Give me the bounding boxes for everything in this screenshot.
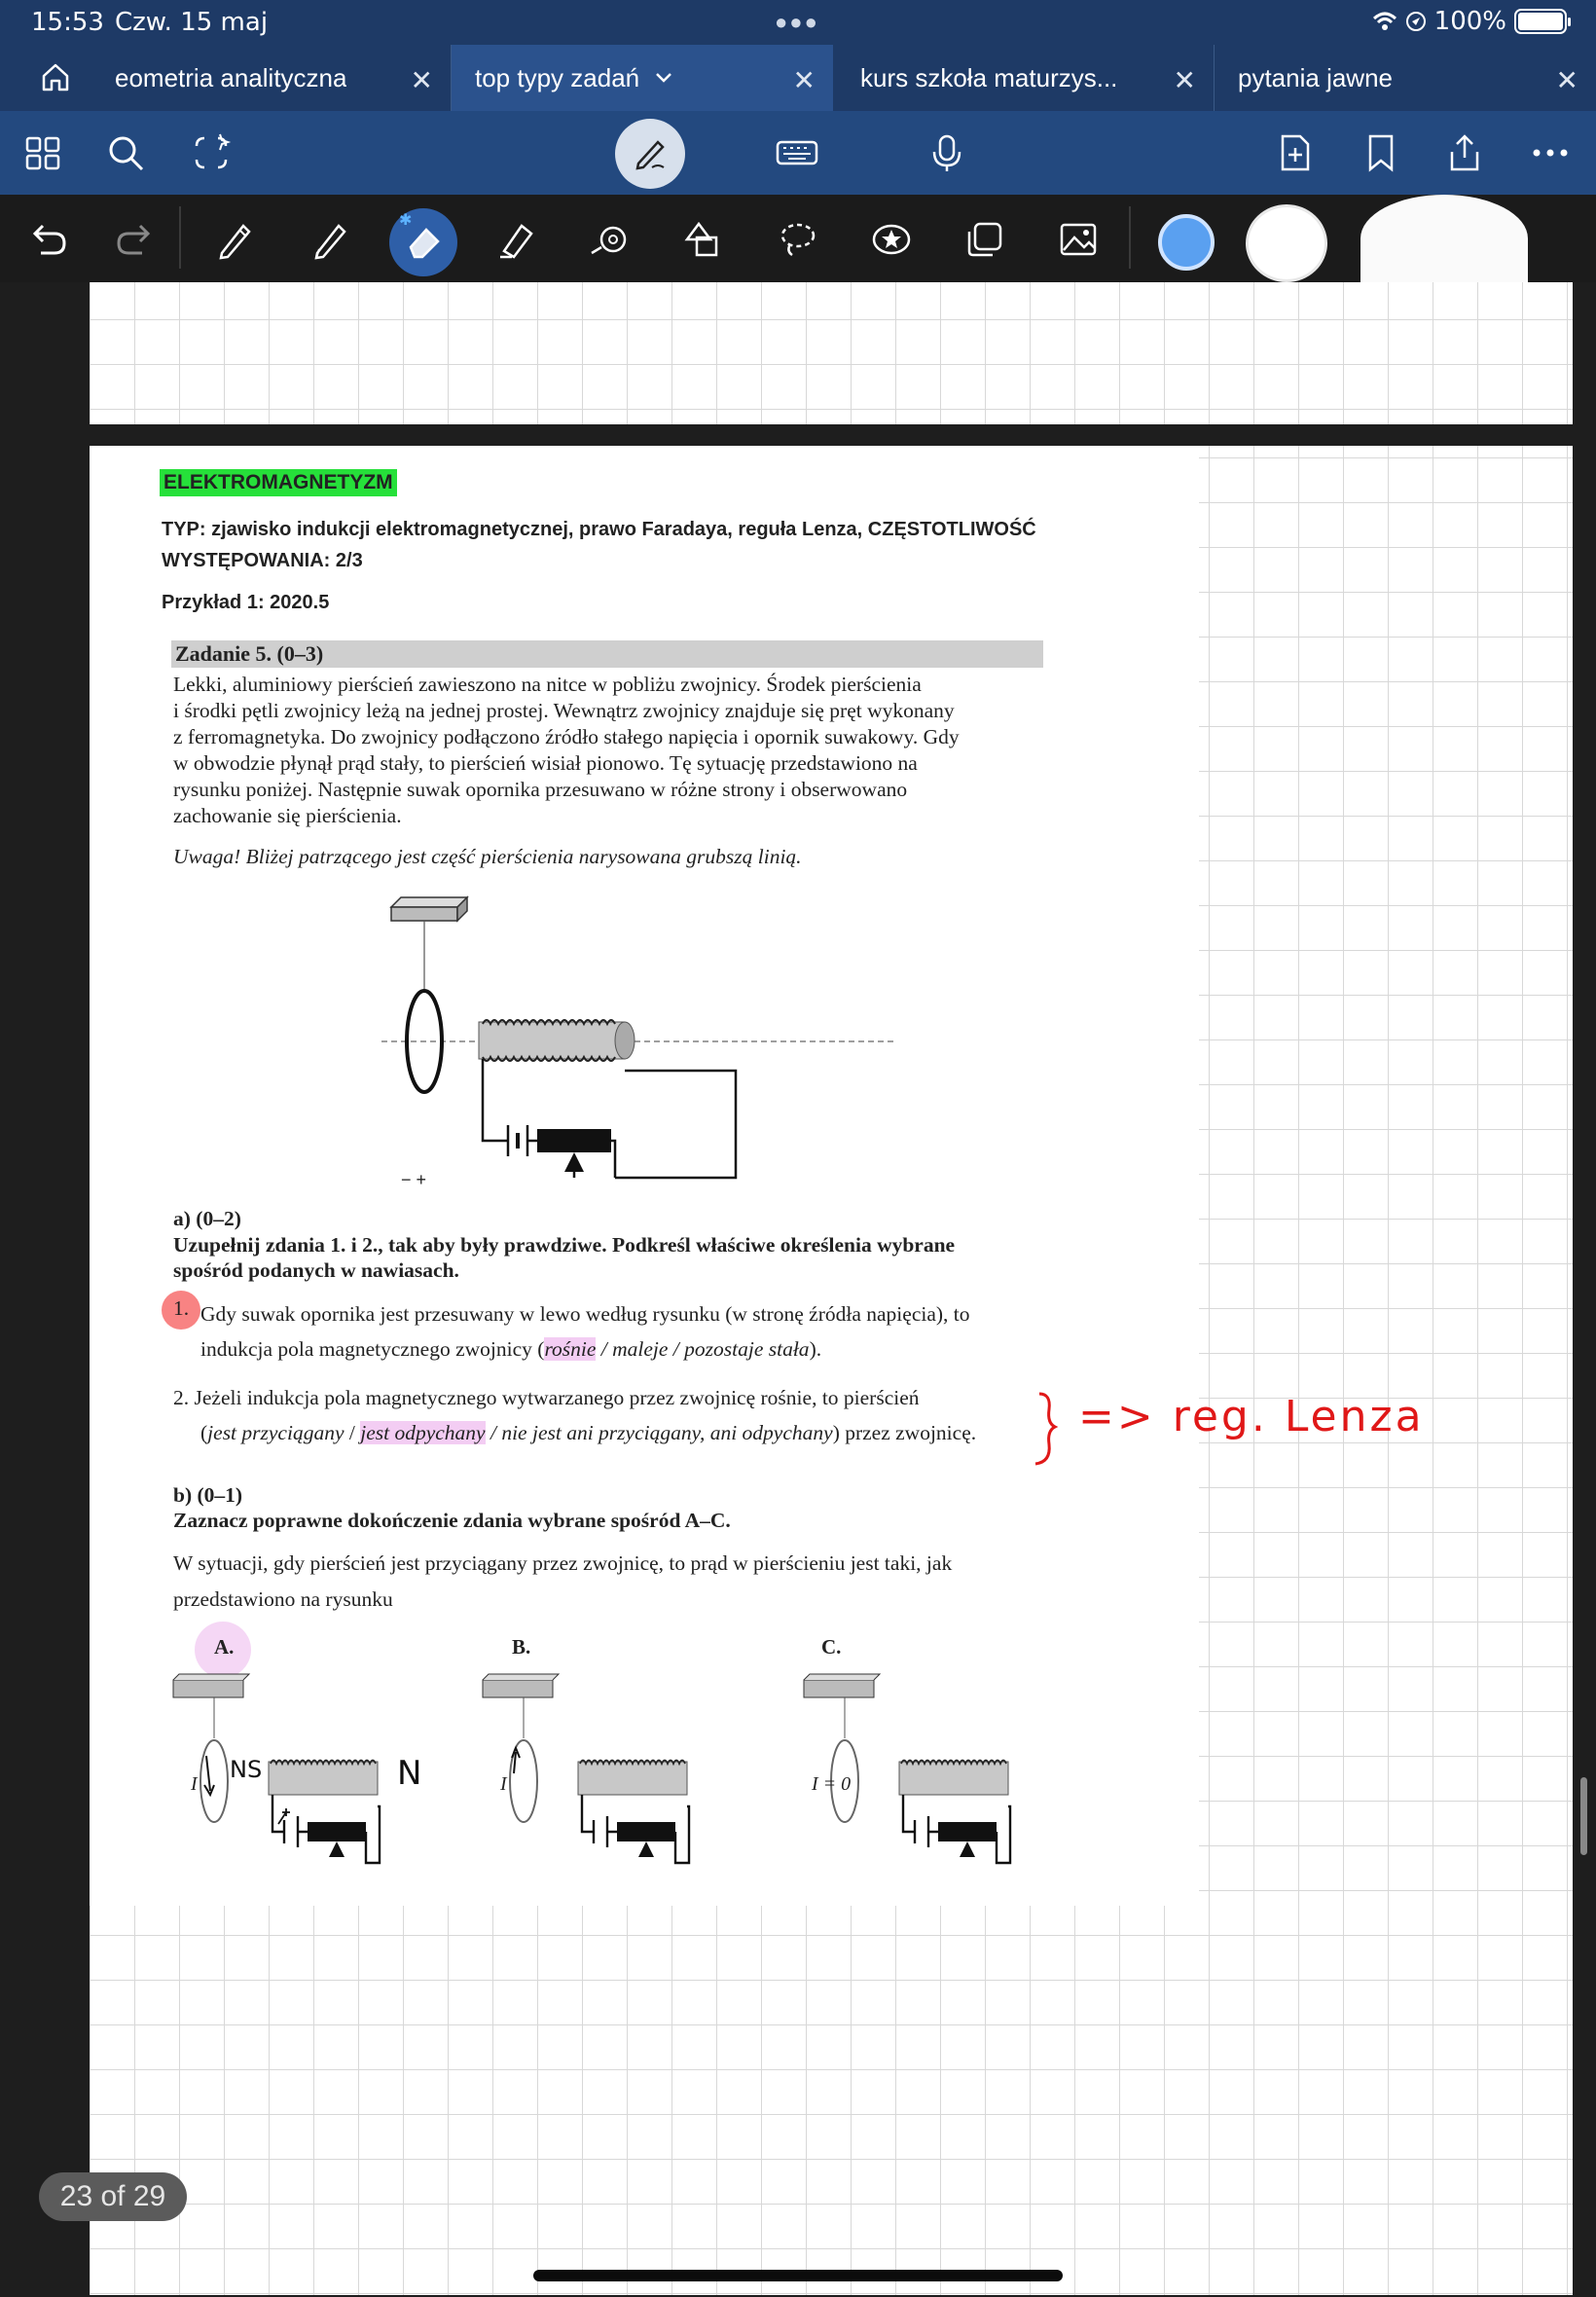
location-icon (1405, 11, 1427, 32)
q1-text: ). (809, 1337, 822, 1361)
current-label-a: I (191, 1773, 198, 1795)
question-2 (173, 1380, 1041, 1450)
home-indicator[interactable] (533, 2270, 1063, 2281)
more-icon[interactable] (1530, 132, 1571, 173)
q1-options (200, 1331, 970, 1367)
pencil-icon[interactable] (309, 218, 352, 261)
sticker-icon[interactable] (870, 218, 913, 261)
undo-icon[interactable] (27, 218, 70, 261)
tab-label: pytania jawne (1238, 62, 1393, 92)
current-label-b: I (500, 1773, 507, 1795)
instruction-line: Uzupełnij zdania 1. i 2., tak aby były prawdziwe. Podkreśl właściwe określenia wybrane (173, 1233, 956, 1257)
microphone-icon[interactable] (926, 132, 967, 173)
q2-text: ) przez zwojnicę. (832, 1421, 977, 1444)
home-icon[interactable] (39, 60, 72, 93)
tab-kurs[interactable] (833, 45, 1215, 111)
color-swatch-transparent[interactable] (1360, 195, 1528, 282)
q2-options (173, 1415, 1041, 1450)
q1-number: 1. (173, 1296, 190, 1320)
shapes-icon[interactable] (681, 218, 724, 261)
handwritten-ns: NS (230, 1756, 263, 1783)
type-line (162, 514, 1036, 576)
pdf-page (90, 446, 1199, 1906)
option-b-label[interactable]: B. (512, 1635, 531, 1659)
lasso-icon[interactable] (777, 218, 819, 261)
multitask-dots-icon[interactable]: ●●● (775, 10, 819, 34)
option-c-label[interactable]: C. (821, 1635, 842, 1659)
status-time: 15:53 (31, 8, 104, 37)
close-icon[interactable]: ✕ (1173, 65, 1196, 95)
bookmark-icon[interactable] (1360, 132, 1401, 173)
divider (179, 206, 181, 269)
close-icon[interactable]: ✕ (1555, 65, 1578, 95)
instruction-line: spośród podanych w nawiasach. (173, 1258, 459, 1282)
highlighter-icon[interactable] (494, 218, 537, 261)
q1-line: Gdy suwak opornika jest przesuwany w lewo według rysunku (w stronę źródła napięcia), to (200, 1302, 970, 1326)
previous-page[interactable] (90, 282, 1573, 424)
type-line-1: TYP: zjawisko indukcji elektromagnetycznej, prawo Faradaya, reguła Lenza, CZĘSTOTLIWOŚĆ (162, 519, 1036, 540)
polarity-label: − + (401, 1170, 427, 1189)
question-1 (200, 1296, 970, 1367)
q1-option-rosnie[interactable]: rośnie (544, 1337, 597, 1361)
option-a-figure (171, 1670, 395, 1884)
q2-text: / (344, 1421, 361, 1444)
current-label-c: I = 0 (812, 1773, 852, 1795)
chevron-down-icon[interactable] (655, 72, 672, 84)
handwritten-n: N (397, 1754, 422, 1793)
part-b-instructions: Zaznacz poprawne dokończenie zdania wybrane spośród A–C. (173, 1509, 731, 1532)
part-b-header: b) (0–1) (173, 1483, 243, 1507)
tab-bar (0, 45, 1596, 111)
part-b-line: W sytuacji, gdy pierścień jest przyciągany przez zwojnicę, to prąd w pierścieniu jest taki, jak (173, 1551, 953, 1575)
search-icon[interactable] (105, 132, 146, 173)
current-page[interactable] (90, 446, 1573, 2295)
handwritten-brace (1030, 1390, 1069, 1468)
pen-icon (631, 134, 670, 173)
task-title-bar (171, 640, 1043, 668)
q2-option-odpychany[interactable]: jest odpychany (360, 1421, 486, 1444)
q2-line: 2. Jeżeli indukcja pola magnetycznego wytwarzanego przez zwojnicę rośnie, to pierścień (173, 1386, 920, 1409)
option-b-figure (481, 1670, 705, 1884)
task-line: w obwodzie płynął prąd stały, to pierścień wisiał pionowo. Tę sytuację przedstawiono na (173, 751, 918, 775)
main-toolbar (0, 111, 1596, 195)
eraser-button[interactable] (389, 208, 457, 276)
option-a-label[interactable]: A. (214, 1635, 235, 1659)
task-line: Lekki, aluminiowy pierścień zawieszono na nitce w pobliżu zwojnicy. Środek pierścienia (173, 673, 922, 696)
task-line: zachowanie się pierścienia. (173, 804, 402, 827)
bluetooth-icon: ✱ (399, 212, 413, 229)
color-swatch-white[interactable] (1246, 204, 1327, 282)
tab-geometria[interactable] (97, 45, 452, 111)
tab-pytania[interactable] (1215, 45, 1596, 111)
part-a-instructions (173, 1232, 1041, 1283)
pen-mode-button[interactable] (615, 119, 685, 189)
part-b-line: przedstawiono na rysunku (173, 1587, 393, 1611)
tab-label: top typy zadań (475, 62, 640, 92)
task-text (173, 672, 1041, 829)
q2-option-przyciagany[interactable]: jest przyciągany (207, 1421, 345, 1444)
task-title: Zadanie 5. (0–3) (175, 641, 324, 666)
add-page-icon[interactable] (1275, 132, 1316, 173)
tab-label: kurs szkoła maturzys... (860, 62, 1118, 92)
grid-view-icon[interactable] (23, 132, 64, 173)
section-tag: ELEKTROMAGNETYZM (160, 469, 397, 496)
handwritten-lenz-note: => reg. Lenza (1078, 1392, 1425, 1441)
task-line: rysunku poniżej. Następnie suwak opornika przesuwano w różne strony i obserwowano (173, 778, 908, 801)
drawing-toolbar (0, 195, 1596, 282)
status-bar (0, 0, 1596, 45)
divider (1129, 206, 1131, 269)
close-icon[interactable]: ✕ (410, 65, 433, 95)
part-b-text (173, 1546, 1041, 1618)
part-a-header: a) (0–2) (173, 1207, 241, 1230)
color-swatch-blue[interactable] (1158, 214, 1215, 271)
page-counter: 23 of 29 (39, 2172, 187, 2221)
q1-text: indukcja pola magnetycznego zwojnicy ( (200, 1337, 545, 1361)
tab-top-typy[interactable] (452, 45, 833, 111)
type-line-2: WYSTĘPOWANIA: 2/3 (162, 550, 363, 571)
tab-label: eometria analityczna (115, 62, 347, 92)
battery-icon (1514, 9, 1567, 34)
status-date: Czw. 15 maj (115, 8, 269, 37)
magic-lasso-icon[interactable] (191, 132, 232, 173)
share-icon[interactable] (1444, 132, 1485, 173)
scroll-indicator[interactable] (1580, 1777, 1587, 1855)
q1-option-other[interactable]: / maleje / pozostaje stała (596, 1337, 810, 1361)
q2-option-neither[interactable]: / nie jest ani przyciągany, ani odpychany (485, 1421, 833, 1444)
close-icon[interactable]: ✕ (792, 65, 816, 95)
example-label: Przykład 1: 2020.5 (162, 592, 330, 613)
redo-icon[interactable] (113, 218, 156, 261)
keyboard-icon[interactable] (775, 132, 819, 173)
ring-coil-figure (381, 886, 926, 1197)
elements-icon[interactable] (963, 218, 1006, 261)
wifi-icon (1372, 11, 1397, 32)
pen-icon[interactable] (214, 218, 257, 261)
note-text: Uwaga! Bliżej patrzącego jest część pierścienia narysowana grubszą linią. (173, 845, 802, 868)
battery-percent: 100% (1433, 7, 1506, 36)
image-icon[interactable] (1057, 218, 1100, 261)
shape-tool-icon[interactable] (588, 218, 631, 261)
task-line: i środki pętli zwojnicy leżą na jednej prostej. Wewnątrz zwojnicy znajduje się pręt wykonany (173, 699, 955, 722)
task-line: z ferromagnetyka. Do zwojnicy podłączono źródło stałego napięcia i opornik suwakowy. Gdy (173, 725, 960, 748)
q2-text: ( (200, 1421, 208, 1444)
